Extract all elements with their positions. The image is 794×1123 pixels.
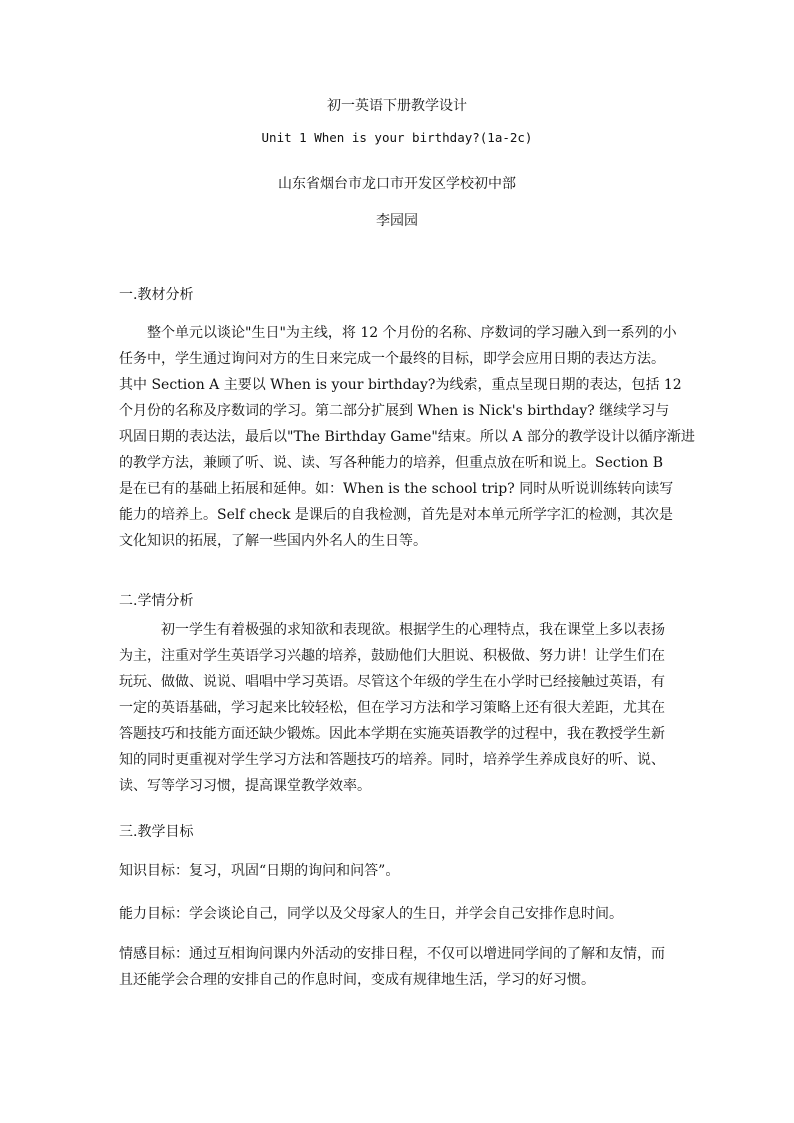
section-heading-teaching-objectives: 三.教学目标	[119, 824, 194, 840]
unit-subtitle: Unit 1 When is your birthday?(1a-2c)	[261, 130, 533, 145]
paragraph-line: 为主，注重对学生英语学习兴趣的培养，鼓励他们大胆说、积极做、努力讲！让学生们在	[119, 648, 665, 664]
paragraph-student-analysis	[119, 617, 679, 799]
emotion-objective	[119, 941, 679, 993]
paragraph-line: 其中 Section A 主要以 When is your birthday?为线索，重点呈现日期的表达，包括 12	[119, 377, 682, 393]
paragraph-line: 一定的英语基础，学习起来比较轻松，但在学习方法和学习策略上还有很大差距，尤其在	[119, 700, 665, 716]
paragraph-line: 个月份的名称及序数词的学习。第二部分扩展到 When is Nick's birthday? 继续学习与	[119, 403, 670, 419]
paragraph-line: 玩玩、做做、说说、唱唱中学习英语。尽管这个年级的学生在小学时已经接触过英语，有	[119, 674, 665, 690]
paragraph-line: 初一学生有着极强的求知欲和表现欲。根据学生的心理特点，我在课堂上多以表扬	[119, 622, 665, 638]
paragraph-line: 是在已有的基础上拓展和延伸。如：When is the school trip? 同时从听说训练转向读写	[119, 481, 674, 497]
paragraph-textbook-analysis	[119, 320, 695, 554]
author-name: 李园园	[376, 213, 418, 229]
paragraph-line: 知的同时更重视对学生学习方法和答题技巧的培养。同时，培养学生养成良好的听、说、	[119, 752, 665, 768]
paragraph-line: 情感目标：通过互相询问课内外活动的安排日程，不仅可以增进同学间的了解和友情，而	[119, 946, 665, 962]
paragraph-line: 读、写等学习习惯，提高课堂教学效率。	[119, 778, 371, 794]
section-heading-textbook-analysis: 一.教材分析	[119, 287, 194, 303]
paragraph-line: 巩固日期的表达法，最后以"The Birthday Game"结束。所以 A 部分的教学设计以循序渐进	[119, 429, 695, 445]
paragraph-line: 答题技巧和技能方面还缺少锻炼。因此本学期在实施英语教学的过程中，我在教授学生新	[119, 726, 665, 742]
school-name: 山东省烟台市龙口市开发区学校初中部	[278, 176, 516, 192]
paragraph-line: 能力的培养上。Self check 是课后的自我检测，首先是对本单元所学字汇的检测，其次是	[119, 507, 673, 523]
section-heading-student-analysis: 二.学情分析	[119, 593, 194, 609]
paragraph-line: 任务中，学生通过询问对方的生日来完成一个最终的目标，即学会应用日期的表达方法。	[119, 351, 665, 367]
knowledge-objective: 知识目标：复习，巩固“日期的询问和问答”。	[119, 863, 400, 879]
paragraph-line: 整个单元以谈论"生日"为主线，将 12 个月份的名称、序数词的学习融入到一系列的小	[119, 325, 677, 341]
paragraph-line: 的教学方法，兼顾了听、说、读、写各种能力的培养，但重点放在听和说上。Section B	[119, 455, 664, 471]
ability-objective: 能力目标：学会谈论自己，同学以及父母家人的生日，并学会自己安排作息时间。	[119, 906, 623, 922]
paragraph-line: 文化知识的拓展，了解一些国内外名人的生日等。	[119, 533, 427, 549]
document-title: 初一英语下册教学设计	[327, 98, 467, 114]
paragraph-line: 且还能学会合理的安排自己的作息时间，变成有规律地生活，学习的好习惯。	[119, 972, 595, 988]
